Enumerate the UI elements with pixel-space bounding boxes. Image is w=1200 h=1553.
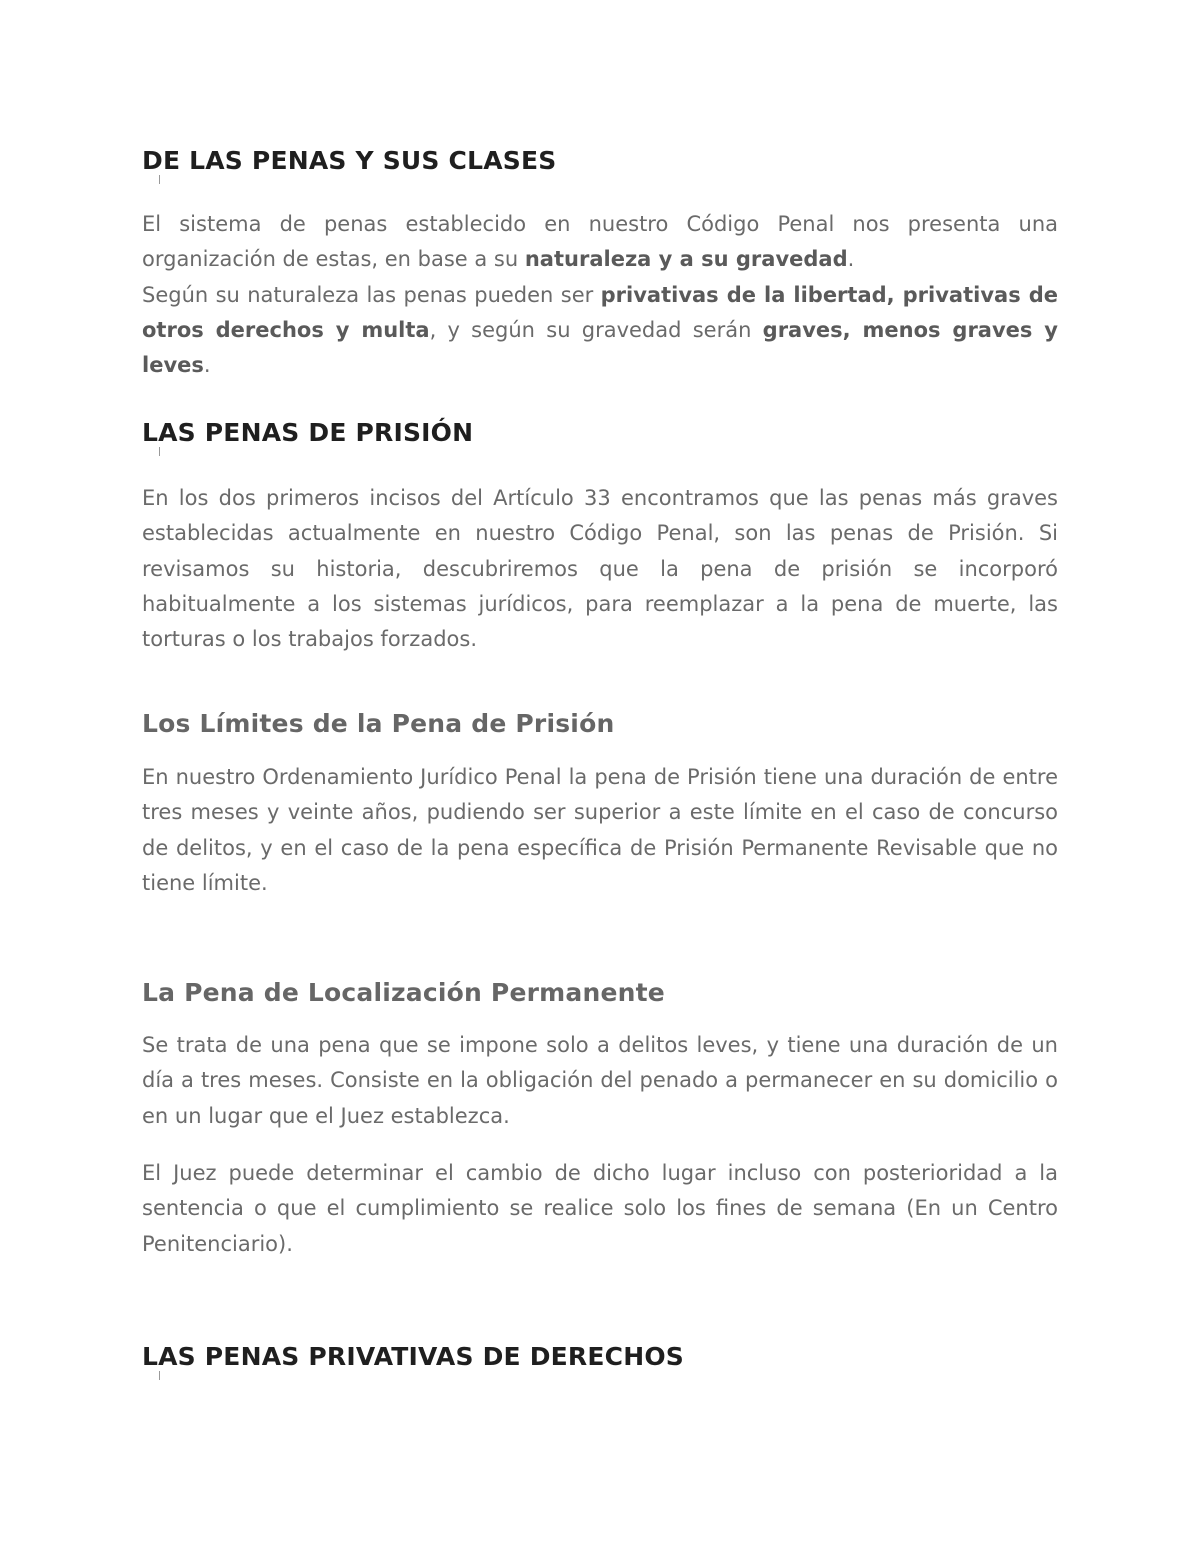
subsection-heading-localizacion-wrap [142,977,1058,1009]
section-heading-penas-clases-wrap [142,145,1058,177]
paragraph: El Juez puede determinar el cambio de dicho lugar incluso con posterioridad a la sentencia o que el cumplimiento se realice solo los fines de semana (En un Centro Penitenciario). [142,1161,1058,1256]
section-heading: LAS PENAS DE PRISIÓN [142,418,474,447]
section-heading: DE LAS PENAS Y SUS CLASES [142,146,557,175]
paragraph: En nuestro Ordenamiento Jurídico Penal la pena de Prisión tiene una duración de entre tres meses y veinte años, pudiendo ser superior a este límite en el caso de concurso de delitos, y en el caso de la pena específica de Prisión Permanente Revisable que no tiene límite. [142,765,1058,895]
subsection-heading: Los Límites de la Pena de Prisión [142,709,615,738]
heading-marker [159,175,160,184]
section-heading-prision-wrap [142,417,1058,449]
heading-marker [159,1371,160,1380]
paragraph: Se trata de una pena que se impone solo a delitos leves, y tiene una duración de un día a tres meses. Consiste en la obligación del penado a permanecer en su domicilio o en un lugar que el Juez establezca. [142,1033,1058,1128]
section-heading: LAS PENAS PRIVATIVAS DE DERECHOS [142,1342,684,1371]
section-body-localizacion-2 [142,1156,1058,1262]
section-body-penas-clases [142,207,1058,383]
section-body-localizacion [142,1028,1058,1134]
paragraph: El sistema de penas establecido en nuestro Código Penal nos presenta una organización de estas, en base a su naturaleza y a su gravedad. [142,212,1058,272]
paragraph: Según su naturaleza las penas pueden ser privativas de la libertad, privativas de otros derechos y multa, y según su gravedad serán graves, menos graves y leves. [142,282,1058,378]
section-body-limites [142,760,1058,901]
subsection-heading: La Pena de Localización Permanente [142,978,665,1007]
paragraph: En los dos primeros incisos del Artículo 33 encontramos que las penas más graves establecidas actualmente en nuestro Código Penal, son las penas de Prisión. Si revisamos su historia, descubriremos que la pena de prisión se incorporó habitualmente a los sistemas jurídicos, para reemplazar a la pena de muerte, las torturas o los trabajos forzados. [142,486,1058,652]
heading-marker [159,447,160,456]
subsection-heading-limites-wrap [142,708,1058,740]
section-body-prision [142,481,1058,657]
section-heading-privativas-wrap [142,1341,1058,1373]
